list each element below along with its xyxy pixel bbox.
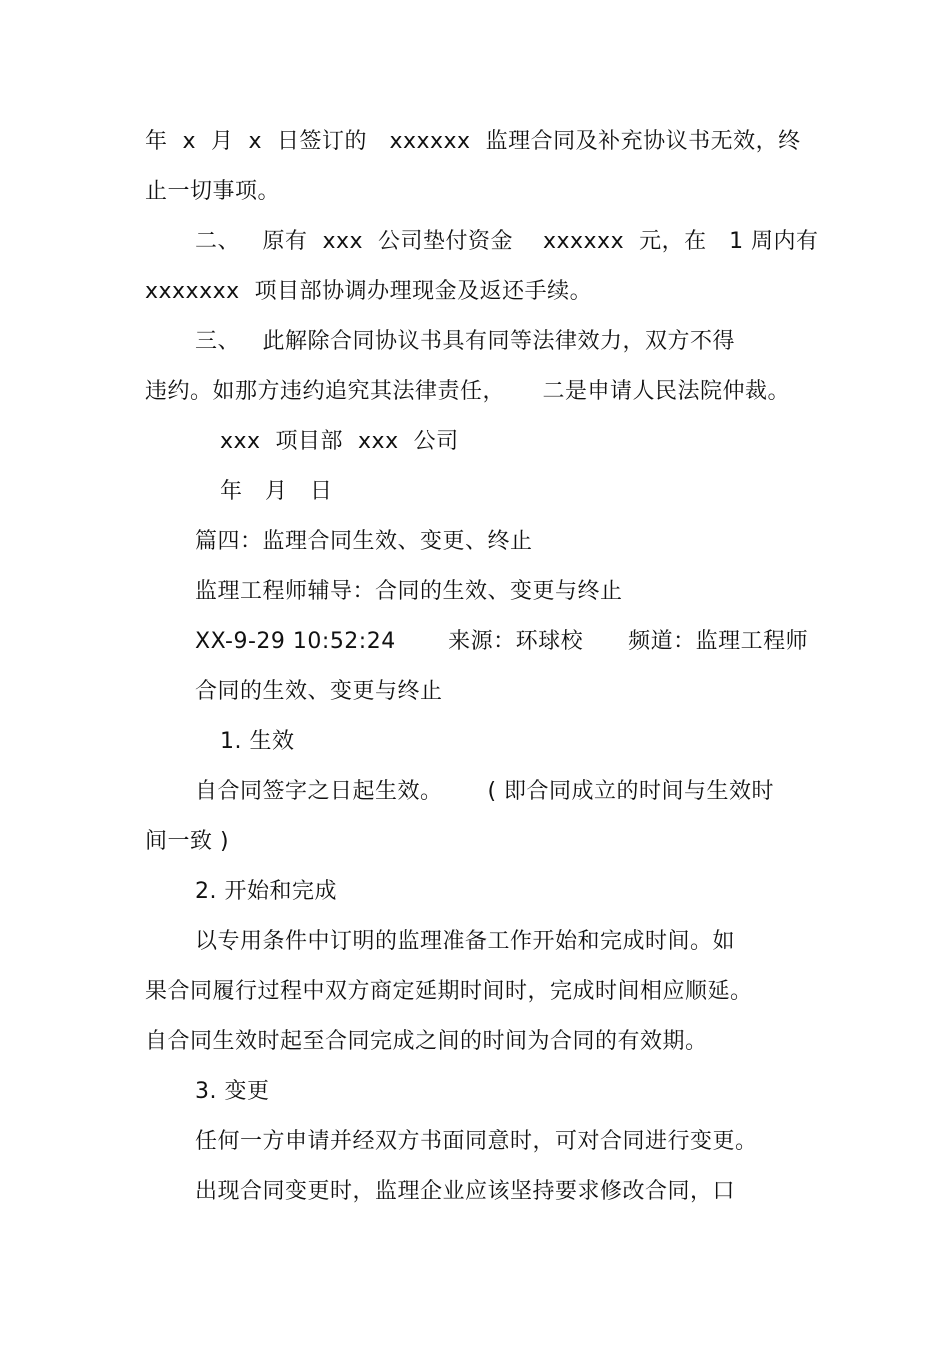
text-line: 合同的生效、变更与终止 — [195, 679, 443, 704]
text-line: 间一致 ) — [145, 829, 230, 854]
text-line: 止一切事项。 — [145, 179, 281, 204]
article-meta: XX-9-29 10:52:24 来源：环球校 频道：监理工程师 — [195, 629, 809, 654]
subheading: 2. 开始和完成 — [195, 879, 337, 904]
text-line: 年 x 月 x 日签订的 xxxxxx 监理合同及补充协议书无效，终 — [145, 129, 801, 154]
text-line: 自合同签字之日起生效。 ( 即合同成立的时间与生效时 — [195, 779, 775, 804]
text-line: 出现合同变更时，监理企业应该坚持要求修改合同，口 — [195, 1179, 736, 1204]
text-line: 果合同履行过程中双方商定延期时间时，完成时间相应顺延。 — [145, 979, 753, 1004]
section-heading: 篇四：监理合同生效、变更、终止 — [195, 529, 533, 554]
text-line: 自合同生效时起至合同完成之间的时间为合同的有效期。 — [145, 1029, 708, 1054]
text-line: 二、 原有 xxx 公司垫付资金 xxxxxx 元，在 1 周内有 — [195, 229, 819, 254]
date-line: 年 月 日 — [220, 479, 333, 504]
text-line: 以专用条件中订明的监理准备工作开始和完成时间。如 — [195, 929, 736, 954]
signature-line: xxx 项目部 xxx 公司 — [220, 429, 459, 454]
text-line: 任何一方申请并经双方书面同意时，可对合同进行变更。 — [195, 1129, 758, 1154]
text-line: 三、 此解除合同协议书具有同等法律效力，双方不得 — [195, 329, 735, 354]
text-line: xxxxxxx 项目部协调办理现金及返还手续。 — [145, 279, 593, 304]
article-title: 监理工程师辅导：合同的生效、变更与终止 — [195, 579, 623, 604]
subheading: 3. 变更 — [195, 1079, 270, 1104]
text-line: 违约。如那方违约追究其法律责任， 二是申请人民法院仲裁。 — [145, 379, 790, 404]
subheading: 1. 生效 — [220, 729, 295, 754]
